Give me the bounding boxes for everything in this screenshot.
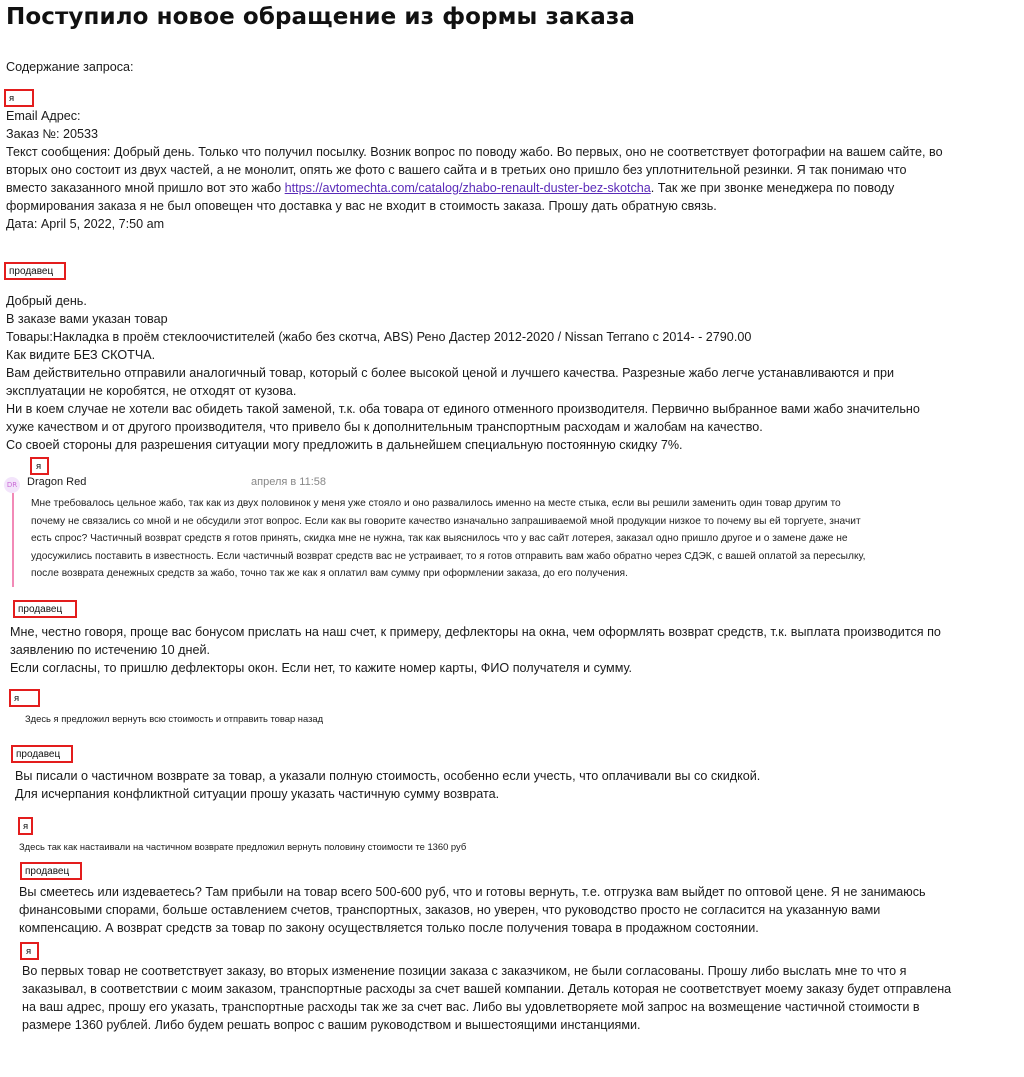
seller-message — [6, 292, 1016, 454]
request-link-suffix: . Так же при звонке менеджера по поводу — [650, 181, 895, 195]
seller-line: В заказе вами указан товар — [6, 312, 168, 326]
quote-line: почему не связались со мной и не обсудили этот вопрос. Если как вы говорите качество изначально запрашиваемой мной продукции низкое то почему вы ей торгуете, значит — [31, 515, 861, 527]
page-title: Поступило новое обращение из формы заказа — [6, 4, 635, 30]
seller-message — [19, 883, 1019, 937]
quote-date: апреля в 11:58 — [251, 476, 326, 488]
seller-line: Для исчерпания конфликтной ситуации прошу указать частичную сумму возврата. — [15, 787, 500, 801]
seller-line: хуже качеством и от другого производителя, что привело бы к дополнительным транспортным расходам и жалобам на качество. — [6, 420, 763, 434]
seller-line: Мне, честно говоря, проще вас бонусом прислать на наш счет, к примеру, дефлекторы на окна, чем оформлять возврат средств, т.к. выплата производится по — [10, 625, 941, 639]
seller-line: заявлению по истечению 10 дней. — [10, 643, 210, 657]
seller-line: Товары:Накладка в проём стеклоочистителей (жабо без скотча, ABS) Рено Дастер 2012-2020 / Nissan Terrano с 2014- - 2790.00 — [6, 330, 752, 344]
me-tag: я — [4, 89, 34, 107]
seller-line: Добрый день. — [6, 294, 87, 308]
seller-tag: продавец — [20, 862, 82, 880]
seller-message — [10, 623, 1020, 677]
request-line: Текст сообщения: Добрый день. Только что получил посылку. Возник вопрос по поводу жабо. Во первых, оно не соответствует фотографии на вашем сайте, во — [6, 145, 943, 159]
seller-line: Вы писали о частичном возврате за товар, а указали полную стоимость, особенно если учесть, что оплачивали вы со скидкой. — [15, 769, 761, 783]
request-date: Дата: April 5, 2022, 7:50 am — [6, 217, 165, 231]
me-line: на ваш адрес, прошу его указать, транспортные расходы так же за счет вас. Либо вы удовлетворяете мой запрос на возмещение частичной стоимости в — [22, 1000, 920, 1014]
seller-line: Ни в коем случае не хотели вас обидеть такой заменой, т.к. оба товара от единого отменного производителя. Первично выбранное вами жабо значительно — [6, 402, 920, 416]
quote-line: после возврата денежных средств за жабо, точно так же как я оплатил вам сумму при оформлении заказа, до его получения. — [31, 568, 628, 580]
request-content-label: Содержание запроса: — [6, 60, 134, 74]
request-line: формирования заказа я не был оповещен что доставка у вас не входит в стоимость заказа. Прошу дать обратную связь. — [6, 199, 717, 213]
seller-line: компенсацию. А возврат средств за товар по закону осуществляется только после получения товара в продажном состоянии. — [19, 921, 759, 935]
seller-message — [15, 767, 1015, 803]
me-tag: я — [18, 817, 33, 835]
avatar: DR — [4, 477, 20, 493]
quote-body — [31, 495, 1001, 583]
me-note: Здесь я предложил вернуть всю стоимость и отправить товар назад — [25, 713, 324, 724]
seller-tag: продавец — [11, 745, 73, 763]
me-tag: я — [9, 689, 40, 707]
seller-line: Как видите БЕЗ СКОТЧА. — [6, 348, 156, 362]
quote-line: удосужились поставить в известность. Если частичный возврат средств вас не устраивает, то я готов отправить вам жабо обратно через СДЭК, с вашей оплатой за пересылку, — [31, 550, 866, 562]
seller-line: эксплуатации не коробятся, не отходят от кузова. — [6, 384, 297, 398]
quote-line: есть спрос? Частичный возврат средств я готов принять, скидка мне не нужна, так как выяснилось что у вас сайт лотерея, заказал одно пришло другое и о замене даже не — [31, 533, 848, 545]
me-line: Во первых товар не соответствует заказу, во вторых изменение позиции заказа с заказчиком, не были согласованы. Прошу либо выслать мне то что я — [22, 964, 907, 978]
seller-line: Если согласны, то пришлю дефлекторы окон. Если нет, то кажите номер карты, ФИО получателя и сумму. — [10, 661, 633, 675]
request-message — [6, 107, 1016, 233]
seller-line: финансовыми спорами, больше оставлением счетов, транспортных, заказов, но уверен, что руководство просто не согласится на указанную вами — [19, 903, 881, 917]
product-link[interactable]: https://avtomechta.com/catalog/zhabo-renault-duster-bez-skotcha — [284, 181, 651, 195]
me-note: Здесь так как настаивали на частичном возврате предложил вернуть половину стоимости те 1360 руб — [19, 841, 467, 852]
me-line: заказывал, в соответствии с моим заказом, транспортные расходы за счет вашей компании. Деталь которая не соответствует моему заказу будет отправлена — [22, 982, 952, 996]
seller-tag: продавец — [4, 262, 66, 280]
request-line: Email Адрес: — [6, 109, 81, 123]
me-message — [22, 962, 1022, 1034]
request-line: вторых оно состоит из двух частей, а не монолит, опять же фото с вашего сайта и в третьих оно пришло без уплотнительной резинки. Я так понимаю что — [6, 163, 907, 177]
seller-line: Со своей стороны для разрешения ситуации могу предложить в дальнейшем специальную постоянную скидку 7%. — [6, 438, 683, 452]
me-line: размере 1360 рублей. Либо будем решать вопрос с вашим руководством и вышестоящими инстанциями. — [22, 1018, 641, 1032]
request-link-line — [6, 179, 1016, 197]
quote-author: Dragon Red — [27, 476, 87, 488]
seller-tag: продавец — [13, 600, 77, 618]
me-tag: я — [20, 942, 39, 960]
quote-line: Мне требовалось цельное жабо, так как из двух половинок у меня уже стояло и оно развалилось именно на месте стыка, если вы решили заменить один товар другим то — [31, 498, 841, 509]
request-link-prefix: вместо заказанного мной пришло вот это жабо — [6, 181, 285, 195]
quote-bar — [12, 493, 14, 587]
me-tag: я — [30, 457, 49, 475]
seller-line: Вам действительно отправили аналогичный товар, который с более высокой ценой и лучшего качества. Разрезные жабо легче устанавливаются и при — [6, 366, 895, 380]
seller-line: Вы смеетесь или издеваетесь? Там прибыли на товар всего 500-600 руб, что и готовы вернуть, т.е. отгрузка вам выйдет по оптовой цене. Я не занимаюсь — [19, 885, 926, 899]
request-line: Заказ №: 20533 — [6, 127, 99, 141]
